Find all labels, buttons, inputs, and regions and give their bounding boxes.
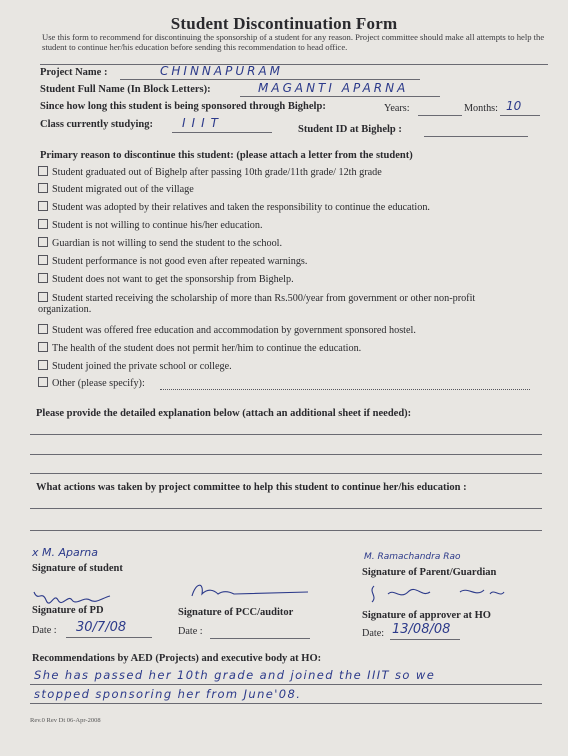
actions-line-2[interactable] xyxy=(30,530,542,531)
approver-signature-label: Signature of approver at HO xyxy=(362,610,491,621)
months-value[interactable]: 10 xyxy=(506,99,522,113)
reason-option-7[interactable]: Student does not want to get the sponsorship from Bighelp. xyxy=(38,273,294,285)
student-name-line xyxy=(240,96,440,97)
checkbox[interactable] xyxy=(38,255,48,265)
student-name-label: Student Full Name (In Block Letters): xyxy=(40,84,211,95)
checkbox[interactable] xyxy=(38,292,48,302)
student-id-line xyxy=(424,136,528,137)
student-signature-label: Signature of student xyxy=(32,563,123,574)
reason-heading: Primary reason to discontinue this student: (please attach a letter from the student) xyxy=(40,150,413,161)
project-name-value[interactable]: CHINNAPURAM xyxy=(160,64,284,78)
checkbox[interactable] xyxy=(38,342,48,352)
pd-date-label: Date : xyxy=(32,625,57,636)
reason-option-4[interactable]: Student is not willing to continue his/her education. xyxy=(38,219,263,231)
pcc-signature-label: Signature of PCC/auditor xyxy=(178,607,294,618)
months-line xyxy=(500,115,540,116)
checkbox[interactable] xyxy=(38,166,48,176)
explanation-line-2[interactable] xyxy=(30,454,542,455)
student-id-label: Student ID at Bighelp : xyxy=(298,124,402,135)
student-name-value[interactable]: MAGANTI APARNA xyxy=(258,81,409,95)
sponsored-label: Since how long this student is being sponsored through Bighelp: xyxy=(40,101,326,112)
form-intro: Use this form to recommend for discontinuing the sponsorship of a student for any reason. Project committee should make all attempts to help the student to continue her/his education before sending this recommendation to head office. xyxy=(42,32,545,52)
explanation-line-3[interactable] xyxy=(30,473,542,474)
recommendation-rule-2 xyxy=(30,703,542,704)
reason-option-5[interactable]: Guardian is not willing to send the student to the school. xyxy=(38,237,282,249)
checkbox[interactable] xyxy=(38,324,48,334)
approver-signature-scrawl[interactable] xyxy=(364,582,524,608)
reason-option-9[interactable]: Student was offered free education and accommodation by government sponsored hostel. xyxy=(38,324,416,336)
explanation-label: Please provide the detailed explanation below (attach an additional sheet if needed): xyxy=(36,408,412,419)
actions-label: What actions was taken by project committee to help this student to continue her/his education : xyxy=(36,482,467,493)
reason-option-8[interactable]: Student started receiving the scholarship of more than Rs.500/year from government or other non-profit organization. xyxy=(38,293,476,315)
intro-underline xyxy=(40,64,548,65)
pd-date-value[interactable]: 30/7/08 xyxy=(76,620,127,635)
project-name-label: Project Name : xyxy=(40,67,108,78)
form-title: Student Discontinuation Form xyxy=(170,14,398,33)
reason-option-1[interactable]: Student graduated out of Bighelp after passing 10th grade/11th grade/ 12th grade xyxy=(38,166,382,178)
parent-signature-label: Signature of Parent/Guardian xyxy=(362,567,497,578)
reason-option-3[interactable]: Student was adopted by their relatives and taken the responsibility to continue the education. xyxy=(38,201,430,213)
reason-option-2[interactable]: Student migrated out of the village xyxy=(38,183,194,195)
ho-date-label: Date: xyxy=(362,628,385,639)
pcc-date-label: Date : xyxy=(178,626,203,637)
class-value[interactable]: IIIT xyxy=(182,116,224,130)
years-label: Years: xyxy=(384,103,410,114)
months-label: Months: xyxy=(464,103,498,114)
checkbox[interactable] xyxy=(38,183,48,193)
actions-line-1[interactable] xyxy=(30,508,542,509)
years-line xyxy=(418,115,462,116)
checkbox[interactable] xyxy=(38,273,48,283)
reason-option-12[interactable]: Other (please specify): xyxy=(38,377,145,389)
other-specify-line xyxy=(160,389,530,390)
recommendation-line-2[interactable]: stopped sponsoring her from June'08. xyxy=(34,687,302,701)
pcc-signature-scrawl[interactable] xyxy=(188,578,328,602)
ho-date-line xyxy=(390,639,460,640)
pd-signature-label: Signature of PD xyxy=(32,605,104,616)
checkbox[interactable] xyxy=(38,201,48,211)
project-name-line xyxy=(120,79,420,80)
recommendation-rule-1 xyxy=(30,684,542,685)
checkbox[interactable] xyxy=(38,219,48,229)
class-line xyxy=(172,132,272,133)
checkbox[interactable] xyxy=(38,237,48,247)
class-label: Class currently studying: xyxy=(40,119,153,130)
checkbox[interactable] xyxy=(38,360,48,370)
revision-footer: Rev.0 Rev Dt 06-Apr-2008 xyxy=(30,717,101,724)
pd-date-line xyxy=(66,637,152,638)
recommendation-line-1[interactable]: She has passed her 10th grade and joined the IIIT so we xyxy=(34,668,436,682)
explanation-line-1[interactable] xyxy=(30,434,542,435)
ho-date-value[interactable]: 13/08/08 xyxy=(392,622,451,637)
reason-option-10[interactable]: The health of the student does not permit her/him to continue the education. xyxy=(38,342,361,354)
reason-option-6[interactable]: Student performance is not good even after repeated warnings. xyxy=(38,255,307,267)
parent-signature[interactable]: M. Ramachandra Rao xyxy=(364,552,461,562)
reason-option-11[interactable]: Student joined the private school or college. xyxy=(38,360,232,372)
pcc-date-line[interactable] xyxy=(210,638,310,639)
recommendations-label: Recommendations by AED (Projects) and executive body at HO: xyxy=(32,653,322,664)
checkbox[interactable] xyxy=(38,377,48,387)
student-signature[interactable]: x M. Aparna xyxy=(32,546,98,559)
